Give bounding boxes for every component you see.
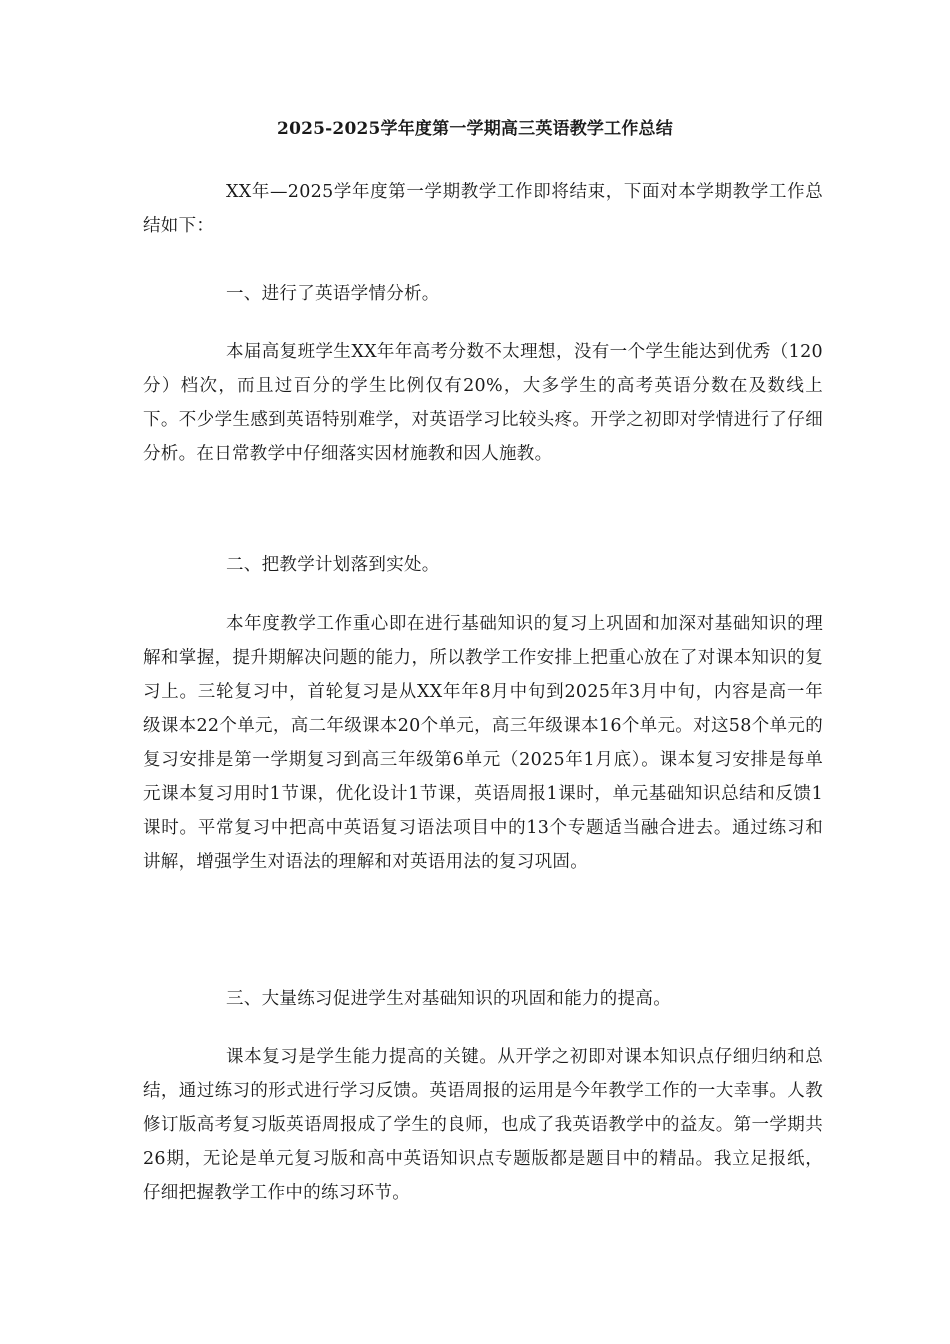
section-2-body: 本年度教学工作重心即在进行基础知识的复习上巩固和加深对基础知识的理解和掌握，提升期解决问题的能力，所以教学工作安排上把重心放在了对课本知识的复习上。三轮复习中，首轮复习是从XX年年8月中旬到2025年3月中旬，内容是高一年级课本22个单元，高二年级课本20个单元，高三年级课本16个单元。对这58个单元的复习安排是第一学期复习到高三年级第6单元（2025年1月底）。课本复习安排是每单元课本复习用时1节课，优化设计1节课，英语周报1课时，单元基础知识总结和反馈1课时。平常复习中把高中英语复习语法项目中的13个专题适当融合进去。通过练习和讲解，增强学生对语法的理解和对英语用法的复习巩固。 (143, 614, 823, 872)
section-2-heading: 二、把教学计划落到实处。 (226, 555, 440, 575)
section-1-heading: 一、进行了英语学情分析。 (226, 284, 440, 304)
document-title: 2025-2025学年度第一学期高三英语教学工作总结 (277, 119, 673, 139)
section-3-body: 课本复习是学生能力提高的关键。从开学之初即对课本知识点仔细归纳和总结，通过练习的形式进行学习反馈。英语周报的运用是今年教学工作的一大幸事。人教修订版高考复习版英语周报成了学生的良师，也成了我英语教学中的益友。第一学期共26期，无论是单元复习版和高中英语知识点专题版都是题目中的精品。我立足报纸，仔细把握教学工作中的练习环节。 (143, 1047, 823, 1203)
section-3-heading: 三、大量练习促进学生对基础知识的巩固和能力的提高。 (226, 989, 671, 1009)
intro-paragraph: XX年—2025学年度第一学期教学工作即将结束，下面对本学期教学工作总结如下： (143, 182, 823, 236)
section-1-body: 本届高复班学生XX年年高考分数不太理想，没有一个学生能达到优秀（120分）档次，而且过百分的学生比例仅有20%，大多学生的高考英语分数在及数线上下。不少学生感到英语特别难学，对英语学习比较头疼。开学之初即对学情进行了仔细分析。在日常教学中仔细落实因材施教和因人施教。 (143, 342, 823, 464)
